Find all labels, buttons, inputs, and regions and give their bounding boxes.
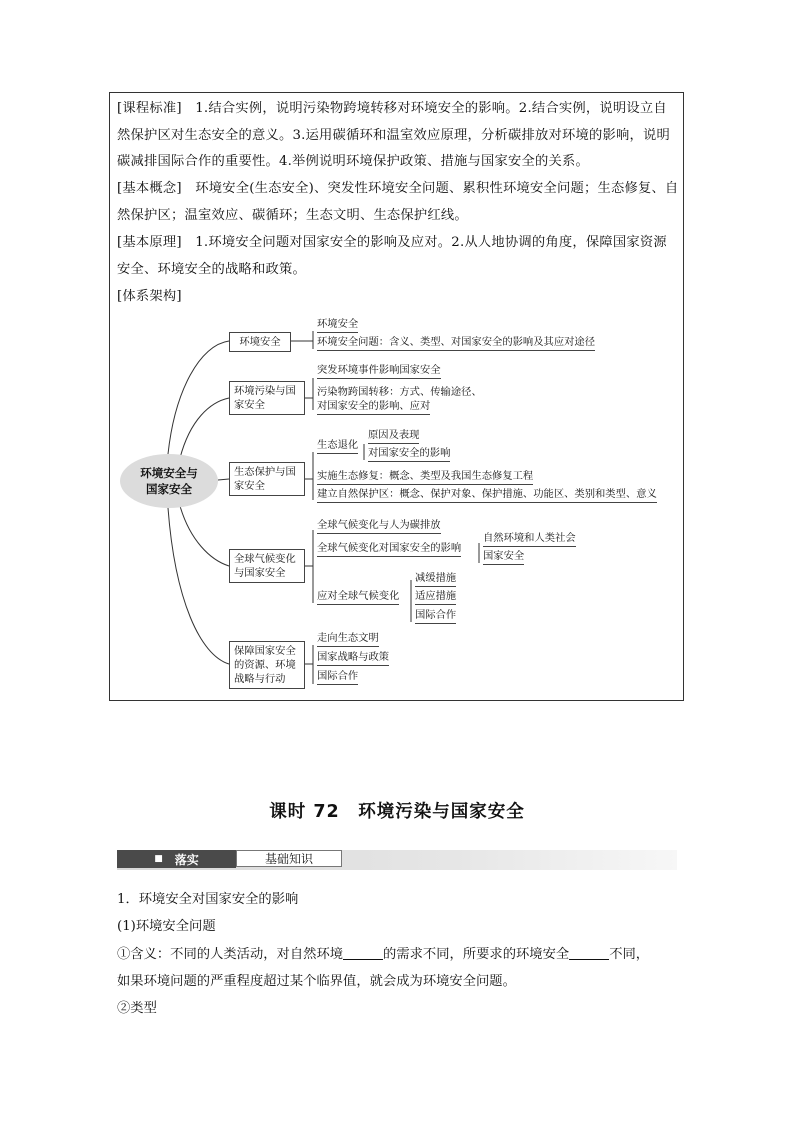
b4-sub2-leaf-1: 自然环境和人类社会 [483, 532, 576, 547]
b5-leaf-1: 走向生态文明 [317, 632, 379, 647]
section-band-label: 落实 [174, 852, 199, 867]
b3-leaf-3: 建立自然保护区：概念、保护对象、保护措施、功能区、类别和类型、意义 [317, 488, 657, 503]
b5-leaf-3: 国际合作 [317, 670, 358, 685]
b3-sub-degradation: 生态退化 [317, 439, 358, 454]
b5-label-line3: 战略与行动 [234, 673, 286, 685]
branch-environment-security: 环境安全 [229, 332, 291, 352]
lesson-title: 课时 72 环境污染与国家安全 [269, 802, 525, 822]
concept-tag: [基本概念] [117, 181, 182, 196]
types-heading: ②类型 [117, 1001, 157, 1016]
fill-blank-1 [343, 946, 383, 960]
b4-sub3-leaf-1: 减缓措施 [415, 572, 456, 587]
b4-sub-impact: 全球气候变化对国家安全的影响 [317, 542, 461, 557]
b5-label-line1: 保障国家安全 [234, 645, 296, 657]
standard-tag: [课程标准] [117, 101, 182, 116]
b4-sub2-leaf-2: 国家安全 [483, 550, 524, 565]
bullet-square-icon: ■ [154, 854, 163, 864]
def-part-b: 的需求不同，所要求的环境安全 [383, 947, 570, 962]
b2-leaf-1: 突发环境事件影响国家安全 [317, 364, 441, 379]
heading-1: 1．环境安全对国家安全的影响 [117, 892, 299, 907]
b4-sub3-leaf-3: 国际合作 [415, 609, 456, 624]
principle-tag: [基本原理] [117, 235, 182, 250]
framework-tag: [体系架构] [117, 289, 182, 304]
principle-text: 1.环境安全问题对国家安全的影响及应对。2.从人地协调的角度，保障国家资源安全、环境安全的战略和政策。 [117, 235, 667, 277]
b4-label-line2: 与国家安全 [234, 567, 286, 579]
b3-sub1-leaf-1: 原因及表现 [368, 429, 419, 444]
b2-label-line1: 环境污染与国 [234, 385, 296, 397]
b4-label-line1: 全球气候变化 [234, 553, 296, 565]
b4-sub3-leaf-2: 适应措施 [415, 590, 456, 605]
definition-line-2: 如果环境问题的严重程度超过某个临界值，就会成为环境安全问题。 [117, 974, 516, 989]
b2-label-line2: 家安全 [234, 399, 265, 411]
branch-pollution-security [229, 381, 305, 415]
fill-blank-2 [569, 946, 609, 960]
b4-sub-response: 应对全球气候变化 [317, 590, 399, 605]
concept-text: 环境安全(生态安全)、突发性环境安全问题、累积性环境安全问题；生态修复、自然保护区；温室效应、碳循环；生态文明、生态保护红线。 [117, 181, 679, 223]
b3-label-line1: 生态保护与国 [234, 466, 296, 478]
center-line-1: 环境安全与 [140, 466, 198, 480]
definition-line-1 [117, 941, 687, 968]
branch-climate-security [229, 549, 305, 583]
def-part-c: 不同， [609, 947, 650, 962]
b3-sub1-leaf-2: 对国家安全的影响 [368, 447, 450, 462]
section-band-sublabel: 基础知识 [236, 850, 342, 867]
section-band-dark [117, 850, 236, 868]
b4-leaf-1: 全球气候变化与人为碳排放 [317, 519, 441, 534]
standard-text: 1.结合实例，说明污染物跨境转移对环境安全的影响。2.结合实例，说明设立自然保护区对生态安全的意义。3.运用碳循环和温室效应原理，分析碳排放对环境的影响，说明碳减排国际合作的重要性。4.举例说明环境保护政策、措施与国家安全的关系。 [117, 101, 670, 169]
center-line-2: 国家安全 [146, 482, 192, 496]
b2-leaf-2-line1: 污染物跨国转移：方式、传输途径、 [317, 386, 482, 398]
b5-leaf-2: 国家战略与政策 [317, 651, 389, 666]
b1-leaf-2: 环境安全问题：含义、类型、对国家安全的影响及其应对途径 [317, 336, 595, 351]
b1-leaf-1: 环境安全 [317, 318, 358, 333]
b3-leaf-2: 实施生态修复：概念、类型及我国生态修复工程 [317, 470, 533, 485]
heading-2: (1)环境安全问题 [117, 919, 216, 934]
def-part-a: ①含义：不同的人类活动，对自然环境 [117, 947, 344, 962]
b5-label-line2: 的资源、环境 [234, 659, 296, 671]
mindmap-center-node [120, 454, 218, 508]
b2-leaf-2-line2: 对国家安全的影响、应对 [317, 400, 430, 415]
b3-label-line2: 家安全 [234, 480, 265, 492]
branch-ecology-security [229, 462, 305, 496]
branch-strategy-action [229, 641, 305, 689]
